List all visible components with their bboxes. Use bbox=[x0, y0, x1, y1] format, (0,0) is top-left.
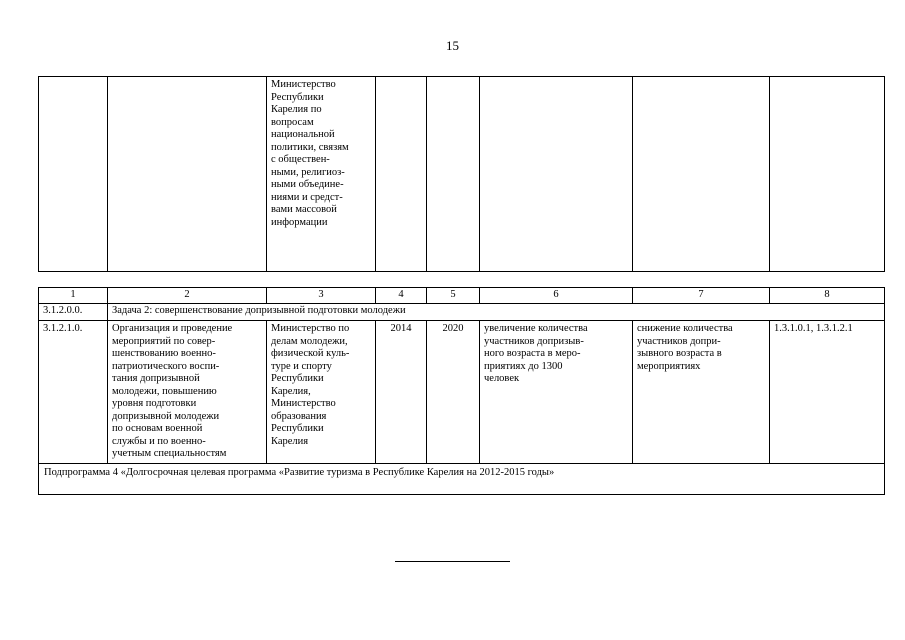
item-code: 3.1.2.1.0. bbox=[39, 321, 108, 464]
item-consequence: снижение количества участников допри- зывного возраста в мероприятиях bbox=[633, 321, 770, 464]
column-header: 2 bbox=[108, 288, 267, 304]
table-cell bbox=[427, 77, 480, 272]
column-header: 4 bbox=[376, 288, 427, 304]
footer-divider bbox=[395, 561, 510, 562]
table-row bbox=[39, 77, 885, 272]
continuation-table bbox=[38, 76, 885, 272]
column-header: 7 bbox=[633, 288, 770, 304]
table-cell bbox=[770, 77, 885, 272]
task-row bbox=[39, 304, 885, 321]
item-links: 1.3.1.0.1, 1.3.1.2.1 bbox=[770, 321, 885, 464]
table-cell bbox=[633, 77, 770, 272]
task-text: Задача 2: совершенствование допризывной подготовки молодежи bbox=[108, 304, 885, 321]
header-row bbox=[39, 288, 885, 304]
column-header: 1 bbox=[39, 288, 108, 304]
item-name: Организация и проведение мероприятий по совер- шенствованию военно- патриотического воспи- тания допризывной молодежи, повышению уровня подготовки допризывной молодежи по основам военной службы и по военно- учетным специальностям bbox=[108, 321, 267, 464]
subprogram-title: Подпрограмма 4 «Долгосрочная целевая программа «Развитие туризма в Республике Карелия на 2012-2015 годы» bbox=[39, 463, 885, 494]
table-cell bbox=[480, 77, 633, 272]
item-executor: Министерство по делам молодежи, физической куль- туре и спорту Республики Карелия, Министерство образования Республики Карелия bbox=[267, 321, 376, 464]
table-cell bbox=[376, 77, 427, 272]
column-header: 8 bbox=[770, 288, 885, 304]
item-result: увеличение количества участников допризыв- ного возраста в меро- приятиях до 1300 человек bbox=[480, 321, 633, 464]
table-cell bbox=[108, 77, 267, 272]
subprogram-row bbox=[39, 463, 885, 494]
item-end-year: 2020 bbox=[427, 321, 480, 464]
page-number: 15 bbox=[446, 38, 459, 53]
table-row bbox=[39, 321, 885, 464]
column-header: 3 bbox=[267, 288, 376, 304]
task-code: 3.1.2.0.0. bbox=[39, 304, 108, 321]
program-table bbox=[38, 287, 885, 495]
item-start-year: 2014 bbox=[376, 321, 427, 464]
executor-cell: Министерство Республики Карелия по вопросам национальной политики, связям с обществен- ными, религиоз- ными объедине- ниями и средст- вами массовой информации bbox=[267, 77, 376, 272]
column-header: 6 bbox=[480, 288, 633, 304]
table-cell bbox=[39, 77, 108, 272]
column-header: 5 bbox=[427, 288, 480, 304]
